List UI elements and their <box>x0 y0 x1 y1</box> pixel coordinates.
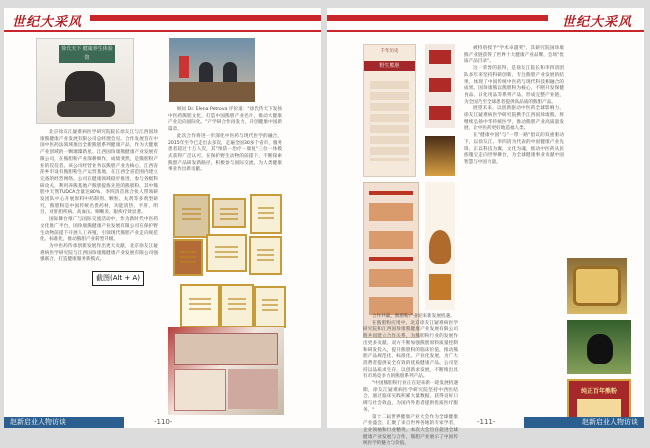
right-header-title: 世纪大采风 <box>561 15 632 30</box>
certificate <box>212 198 246 228</box>
paragraph: "中国熊胆粉行业正在迎来新一轮发展机遇期，徐友江疑难病医学研究院坚持中西医结合，通过临床实践积累大量数据，获得良好口碑与社会效益，为国内外患者提供优质医疗服务。" <box>363 381 458 413</box>
paragraph: 为中医药传承创新发展作出更大贡献，北京徐友江疑难病医学研究院与江西国珍康熊健康产业发展有限公司强强联合，打造健康服务新模式。 <box>40 243 158 263</box>
bear-photo <box>567 320 631 374</box>
product-box <box>429 78 451 92</box>
product-box <box>429 106 451 120</box>
paragraph: 顾问 Dr. Elena Petrova 评价道："徐氏传天下发扬中医药熊胆文化，打造中国熊胆产业名片，推动大健康产业迈向国际化。"产学研合作再发力，开创健康中国新篇章。 <box>168 107 282 133</box>
massage-chair-photo <box>36 38 134 124</box>
right-column-2 <box>464 46 564 296</box>
certificate <box>254 286 286 328</box>
mushroom-product-image <box>425 182 455 310</box>
certificate <box>173 194 210 238</box>
person <box>199 62 213 84</box>
screenshot-tooltip: 截图(Alt + A) <box>92 271 144 286</box>
person <box>223 62 237 84</box>
left-footer <box>4 417 321 428</box>
gold-product-photo <box>567 258 627 314</box>
paragraph: 在熊胆粉应用中，北京徐友江疑难病医学研究院和江西国珍康熊健康产业发展有限公司将共同建立合作关系，为熊胆粉行业的发展作出更多贡献。双方不断加强熊胆原料质量控制和研发投入，提升熊胆粉的临床价值，推动熊胆产品规范化、标准化、产业化发展，为广大消费者提供安全有效的优质健康产品。公司坚持以品质求生存，以创新求发展，不断推出具有市场竞争力的熊胆系列产品。 <box>363 320 458 380</box>
left-header-bar <box>90 15 321 21</box>
flag <box>179 56 189 78</box>
product-pack <box>429 274 451 300</box>
brochure-block <box>369 269 413 287</box>
brochure-block <box>369 231 413 249</box>
certificate <box>173 239 203 276</box>
meeting-photo <box>169 38 255 102</box>
poster-heading: 千年历史 <box>380 49 399 54</box>
page-number: -110- <box>154 418 173 426</box>
paragraph: 这一荣誉的获得，是徐友江院长和李四清团队多年来坚持科研创新、专注熊胆产业发展的结果，体现了中国传统中医药与现代科技相融合的成果。国珍康熊以熊胆粉为核心，不断开发保健食品、日化用品等系列产品，形成完整产业链，为全国乃至全球患者提供高品质的熊胆产品。 <box>464 66 564 105</box>
brochure-band <box>369 257 413 261</box>
page-number: -111- <box>477 418 496 426</box>
desk <box>169 82 255 102</box>
bear <box>587 334 613 364</box>
paragraph: 国际舞台推广与国际交流活动中，作为新时代中医药文化推广平台，国珍康熊健康产业发展有限公司在保护野生动物前提下开展人工养殖，引领现代熊胆产业走向规范化、标准化，推动熊胆产业转型升级。 <box>40 217 158 243</box>
brochure-block <box>369 203 413 221</box>
right-column-1 <box>363 314 458 447</box>
left-header-title: 世纪大采风 <box>12 15 83 30</box>
history-poster <box>363 44 416 177</box>
product-photo <box>425 136 455 176</box>
mushroom <box>429 230 451 264</box>
paragraph: 被特别授予"学术卓越奖"，其研究院国珍康熊产业链获得了世界十大健康产业品牌，会场"优质产品目录"。 <box>464 46 564 65</box>
brochure-block <box>369 297 413 315</box>
certificate <box>250 194 282 234</box>
product-display <box>425 44 455 128</box>
footer-band: 赵新启业人物访谈 <box>4 417 124 428</box>
poster-tiles <box>370 81 409 161</box>
chair-sign: 徐氏天下 健康养生体验馆 <box>59 45 115 63</box>
footer-band: 赵新启业人物访谈 <box>524 417 644 428</box>
paragraph: 北京徐友江疑难病医学研究院院长徐友江与江西国珍康熊健康产业发展有限公司总经理会见。合作发展旨在中国中医药法领域推出全新熊胆系列健康产品，作为大健康产业创域的一颗璀璨新星。江西国珍康熊健康产业发展有限公司，在熊胆粉产业深耕细作，成绩斐然，是熊胆粉产业的佼佼者。该公司经营业务以熊胆产业为核心，江西省萍乡市设有熊胆粉生产运营基地，在江西全省范围内建立完备的经营网络。公司在健康领域稳步推进，参与各级科研攻关，利用养熊基地产熊胆提炼先进的熊胆粉。其中熊胆中天然TUDCA含量达80%，李四清首席合伙人带领研发团队中心开展原料中药制剂、颗粒、丸剂等多剂型研究，熊胆粉是中国传统名贵药材，功能清热、平肝、明目，对肝胆疾病、高血压、咽喉炎、眼疾疗效显著。 <box>40 130 158 216</box>
brochure-band <box>369 191 413 195</box>
exhibit-wall <box>174 333 278 365</box>
certificate <box>206 234 247 272</box>
gold-product <box>573 266 621 306</box>
paragraph: 在"健康中国"与"一带一路"倡议的双重驱动下，以徐友江、李四清为代表的中国健康产业先锋，正以科技为翼，文化为魂，推动中医药从民族瑰宝走向世界舞台，为全球健康事业贡献中国智慧与中国力量。 <box>464 133 564 165</box>
left-column-2 <box>168 107 282 189</box>
exhibition-photo <box>168 327 284 415</box>
certificate <box>180 284 220 328</box>
certificate <box>220 284 254 328</box>
chair-seat <box>57 101 115 117</box>
poster-title: 纯正百年熊粉 <box>580 388 617 395</box>
paragraph: 第十二届世界健康产业大会作为全球健康产业盛会，汇聚了来自世界各地的专家学者，企业领袖和行业精英。本次大会旨在促进全球健康产业发展与合作，熊胆产业展示了中国传统医学的魅力与价值。 <box>363 414 458 447</box>
left-page <box>4 8 321 428</box>
poster-band: 野生熊胆 <box>364 61 415 71</box>
right-footer <box>327 417 644 428</box>
product-box <box>429 50 451 64</box>
paragraph: 合作共赢，熊胆粉产业迎来新发展机遇。 <box>372 314 455 319</box>
poster-panel <box>577 399 621 419</box>
right-header-bar <box>327 15 548 21</box>
exhibit-panel <box>174 369 226 411</box>
left-header <box>4 8 321 32</box>
paragraph: 展望未来，以创新驱动中医药全球影响力，徐友江疑难病医学研究院携手江西国珍康熊，将继续弘扬中华传统医学，推动熊胆产业高质量发展，让中医药更好地造福人类。 <box>464 106 564 132</box>
exhibit-panel <box>228 369 278 409</box>
right-header <box>327 8 644 32</box>
paragraph: 此次合作将进一步深化中医药与现代医学的融合，2015年至今已走出去多次，走遍全国30多个省市，服务患者超过十万人次，其"预防－治疗－康复"三位一体模式获得广泛认可。在保护野生动物的前提下，不断探索熊胆产品研发新路径，积极参与国际交流，为人类健康事业作出新贡献。 <box>168 133 283 173</box>
certificate <box>249 236 282 275</box>
right-page <box>327 8 644 447</box>
